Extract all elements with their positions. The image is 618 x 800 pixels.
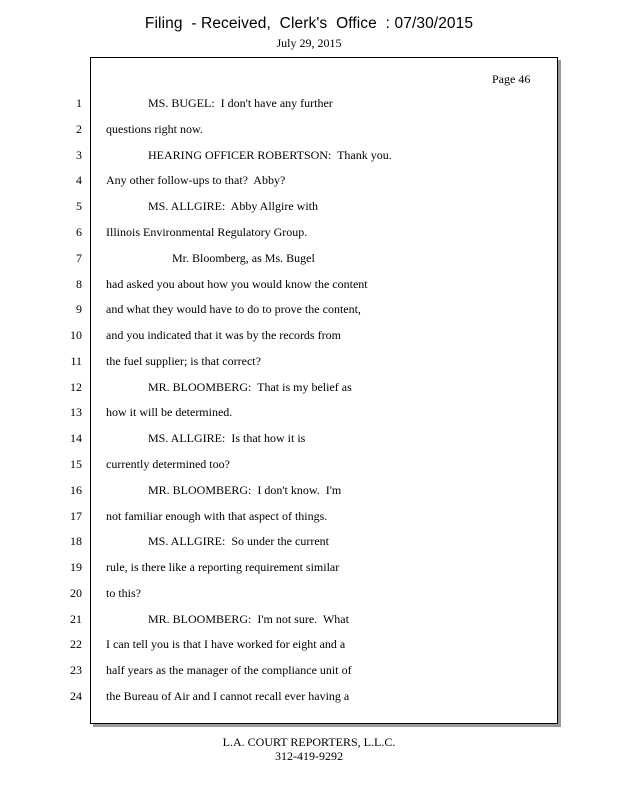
transcript-line: MR. BLOOMBERG: I'm not sure. What (148, 612, 349, 626)
transcript-line: HEARING OFFICER ROBERTSON: Thank you. (148, 148, 392, 162)
page-footer (0, 735, 618, 763)
transcript-line: MS. ALLGIRE: So under the current (148, 534, 329, 548)
line-number: 14 (70, 431, 82, 445)
court-reporter-name: L.A. COURT REPORTERS, L.L.C. (222, 735, 396, 749)
transcript-line: I can tell you is that I have worked for eight and a (106, 637, 346, 651)
transcript-line: MS. ALLGIRE: Is that how it is (148, 431, 306, 445)
line-number: 2 (76, 122, 82, 136)
line-number: 24 (70, 689, 82, 703)
line-number: 5 (76, 199, 82, 213)
transcript-line: MR. BLOOMBERG: I don't know. I'm (148, 483, 342, 497)
line-number: 20 (70, 586, 82, 600)
line-number: 7 (76, 251, 82, 265)
transcript-date: July 29, 2015 (276, 36, 342, 50)
transcript-line: the Bureau of Air and I cannot recall ever having a (106, 689, 350, 703)
transcript-line: questions right now. (106, 122, 203, 136)
line-number: 9 (76, 302, 82, 316)
line-number: 8 (76, 277, 82, 291)
line-number: 17 (70, 509, 82, 523)
transcript-line: and you indicated that it was by the records from (106, 328, 341, 342)
line-number: 19 (70, 560, 82, 574)
line-number: 10 (70, 328, 82, 342)
transcript-line: MS. BUGEL: I don't have any further (148, 96, 333, 110)
page-number: Page 46 (492, 72, 531, 86)
transcript-line: currently determined too? (106, 457, 230, 471)
transcript-line: MS. ALLGIRE: Abby Allgire with (148, 199, 319, 213)
line-number: 15 (70, 457, 82, 471)
transcript-line: rule, is there like a reporting requirement similar (106, 560, 340, 574)
line-number: 22 (70, 637, 82, 651)
transcript-line: Mr. Bloomberg, as Ms. Bugel (172, 251, 315, 265)
transcript-line: and what they would have to do to prove the content, (106, 302, 361, 316)
transcript-line: the fuel supplier; is that correct? (106, 354, 261, 368)
transcript-line: had asked you about how you would know the content (106, 277, 368, 291)
transcript-line: MR. BLOOMBERG: That is my belief as (148, 380, 352, 394)
line-number: 12 (70, 380, 82, 394)
line-number: 4 (76, 173, 82, 187)
transcript-line: not familiar enough with that aspect of things. (106, 509, 328, 523)
court-reporter-phone: 312-419-9292 (275, 749, 343, 763)
transcript-line: to this? (106, 586, 141, 600)
line-number: 16 (70, 483, 82, 497)
line-number: 23 (70, 663, 82, 677)
line-number: 6 (76, 225, 82, 239)
line-number: 18 (70, 534, 82, 548)
filing-stamp: Filing - Received, Clerk's Office : 07/30/2015 (144, 15, 474, 32)
line-number: 3 (76, 148, 82, 162)
line-number: 13 (70, 405, 82, 419)
transcript-line: Any other follow-ups to that? Abby? (106, 173, 286, 187)
transcript-line: how it will be determined. (106, 405, 233, 419)
line-number: 1 (76, 96, 82, 110)
transcript-line: half years as the manager of the compliance unit of (106, 663, 352, 677)
transcript-line: Illinois Environmental Regulatory Group. (106, 225, 308, 239)
line-number: 11 (70, 354, 82, 368)
line-number: 21 (70, 612, 82, 626)
